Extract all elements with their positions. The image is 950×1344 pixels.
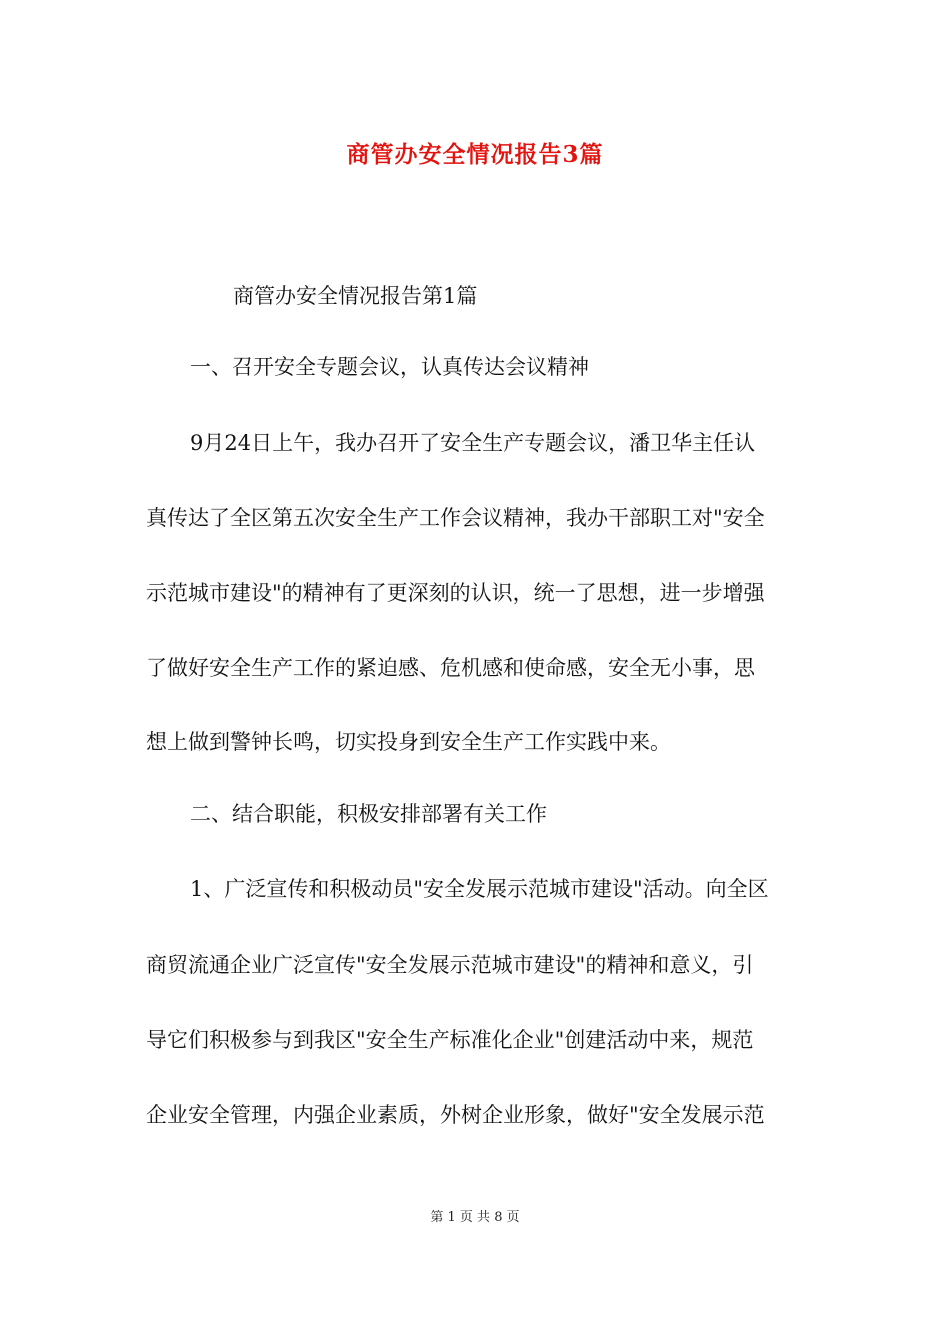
paragraph-1-line: 真传达了全区第五次安全生产工作会议精神，我办干部职工对"安全: [146, 506, 765, 530]
paragraph-1-line: 想上做到警钟长鸣，切实投身到安全生产工作实践中来。: [146, 730, 671, 754]
paragraph-1-line: 9月24日上午，我办召开了安全生产专题会议，潘卫华主任认: [190, 431, 756, 455]
paragraph-2-line: 商贸流通企业广泛宣传"安全发展示范城市建设"的精神和意义，引: [146, 953, 754, 977]
paragraph-1-line: 示范城市建设"的精神有了更深刻的认识，统一了思想，进一步增强: [146, 581, 765, 605]
section-heading-1: 一、召开安全专题会议，认真传达会议精神: [190, 355, 589, 379]
document-title: 商管办安全情况报告3篇: [346, 141, 604, 168]
paragraph-2-line: 1、广泛宣传和积极动员"安全发展示范城市建设"活动。向全区: [190, 877, 769, 901]
section-heading-2: 二、结合职能，积极安排部署有关工作: [190, 802, 547, 826]
paragraph-2-line: 导它们积极参与到我区"安全生产标准化企业"创建活动中来，规范: [146, 1028, 754, 1052]
paragraph-2-line: 企业安全管理，内强企业素质，外树企业形象，做好"安全发展示范: [146, 1103, 765, 1127]
subtitle: 商管办安全情况报告第1篇: [233, 284, 478, 308]
paragraph-1-line: 了做好安全生产工作的紧迫感、危机感和使命感，安全无小事，思: [146, 656, 755, 680]
page-number: 第 1 页 共 8 页: [430, 1210, 520, 1225]
